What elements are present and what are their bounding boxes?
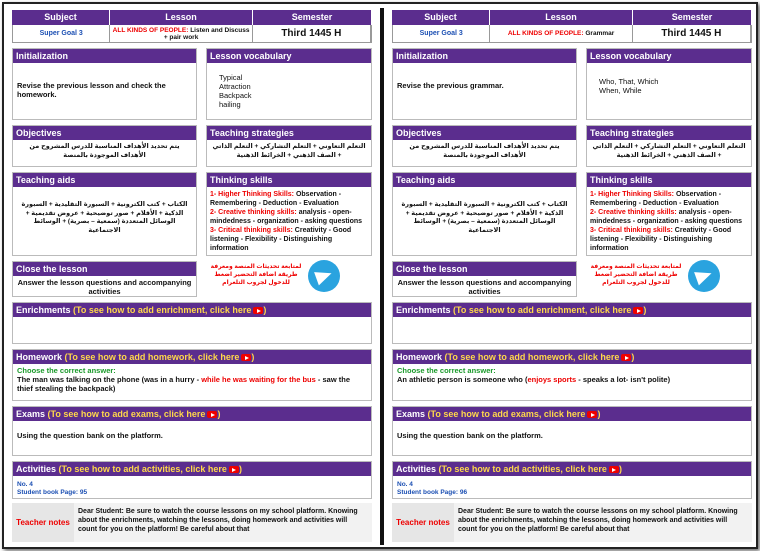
- link-paren: ): [618, 464, 622, 474]
- initialization-title: Initialization: [393, 49, 576, 63]
- enrichments-label: Enrichments: [396, 305, 451, 315]
- creative-thinking-label: 2- Creative thinking skills:: [590, 209, 677, 216]
- higher-thinking-text: Observation - Remembering - Deduction - Evaluation: [590, 191, 722, 207]
- teacher-notes: [392, 503, 752, 542]
- subject-header: Subject: [392, 10, 490, 25]
- activities-link-text[interactable]: (To see how to add activities, click here: [58, 464, 227, 474]
- semester-value: Third 1445 H: [253, 25, 371, 42]
- strategies-text: التعلم التعاوني + التعلم التشاركي + التعلم الذاتي + الصف الذهني + الخرائط الذهنية: [212, 143, 366, 159]
- enrichments-title: [393, 303, 751, 317]
- critical-thinking-label: 3- Critical thinking skills:: [590, 227, 673, 234]
- activities-link-text[interactable]: (To see how to add activities, click here: [438, 464, 607, 474]
- activities-box: [12, 461, 372, 499]
- exams-title: [393, 407, 751, 421]
- lesson-plan-page-1: [12, 10, 372, 543]
- youtube-icon[interactable]: [241, 354, 251, 361]
- telegram-icon[interactable]: [308, 260, 340, 292]
- semester-header: Semester: [633, 10, 752, 25]
- homework-title: [393, 350, 751, 364]
- semester-header: Semester: [253, 10, 372, 25]
- teaching-aids-title: Teaching aids: [13, 173, 196, 187]
- telegram-text: لمتابعة تحديثات المنصة ومعرفة طريقة اضافة التحضير اضغط للدخول لجروب التلغرام: [210, 264, 302, 286]
- teacher-notes: [12, 503, 372, 542]
- lesson-value: [490, 25, 632, 42]
- semester-value: Third 1445 H: [633, 25, 751, 42]
- homework-question-end: - speaks a lot- isn't polite): [576, 375, 671, 384]
- youtube-icon[interactable]: [633, 307, 643, 314]
- exams-link-text[interactable]: (To see how to add exams, click here: [47, 409, 206, 419]
- enrichments-link[interactable]: [453, 305, 646, 315]
- thinking-skills-title: Thinking skills: [207, 173, 371, 187]
- activity-page: Student book Page: 96: [397, 489, 468, 496]
- activities-link[interactable]: [59, 464, 242, 474]
- close-lesson-text: Answer the lesson questions and accompanying activities: [17, 278, 192, 296]
- teaching-aids-text: الكتاب + كتب الكترونية + السبورة التقليدية + السبورة الذكية + الأقلام + صور توضيحية + عروض تقديمية + الوسائل المتعددة (سمعية – بصرية) + الوسائط الاجتماعية: [401, 201, 568, 234]
- youtube-icon[interactable]: [621, 354, 631, 361]
- vocabulary-list: [207, 63, 371, 109]
- exams-text: Using the question bank on the platform.: [397, 431, 543, 440]
- link-paren: ): [263, 305, 267, 315]
- critical-thinking-text: Creativity - Good listening - Flexibility - Distinguishing information: [590, 227, 732, 252]
- initialization-text: Revise the previous grammar.: [397, 81, 504, 90]
- teaching-aids-box: [12, 172, 197, 256]
- subject-value: Super Goal 3: [13, 25, 110, 42]
- objectives-text: يتم تحديد الأهداف المناسبة للدرس المشروح من الأهداف الموجودة بالمنصة: [29, 143, 180, 159]
- homework-link[interactable]: [445, 352, 635, 362]
- homework-link[interactable]: [65, 352, 255, 362]
- homework-question-start: An athletic person is someone who (: [397, 375, 528, 384]
- objectives-title: Objectives: [13, 126, 196, 140]
- critical-thinking-text: Creativity - Good listening - Flexibility - Distinguishing information: [210, 227, 352, 252]
- homework-link-text[interactable]: (To see how to add homework, click here: [64, 352, 240, 362]
- youtube-icon[interactable]: [229, 466, 239, 473]
- enrichments-label: Enrichments: [16, 305, 71, 315]
- lesson-topic: Listen and Discuss + pair work: [163, 26, 250, 41]
- initialization-box: [12, 48, 197, 120]
- link-paren: ): [251, 352, 255, 362]
- youtube-icon[interactable]: [207, 411, 217, 418]
- thinking-skills-text: [587, 187, 751, 256]
- enrichments-title: [13, 303, 371, 317]
- strategies-box: [206, 125, 372, 167]
- exams-label: Exams: [16, 409, 46, 419]
- initialization-text: Revise the previous lesson and check the homework.: [17, 81, 166, 99]
- activities-label: Activities: [16, 464, 57, 474]
- vocab-item: Who, That, Which: [599, 77, 659, 86]
- vocabulary-box: [586, 48, 752, 120]
- vocab-item: Typical: [219, 73, 243, 82]
- header-row: [392, 10, 752, 25]
- homework-label: Homework: [16, 352, 63, 362]
- activities-content: [393, 476, 751, 499]
- activities-box: [392, 461, 752, 499]
- homework-label: Homework: [396, 352, 443, 362]
- teaching-aids-text: الكتاب + كتب الكترونية + السبورة التقليدية + السبورة الذكية + الأقلام + صور توضيحية + عروض تقديمية + الوسائل المتعددة (سمعية – بصرية) + الوسائط الاجتماعية: [21, 201, 188, 234]
- initialization-title: Initialization: [13, 49, 196, 63]
- exams-box: [392, 406, 752, 456]
- homework-question-end: - saw the thief stealing the backpack): [17, 375, 350, 393]
- activities-title: [393, 462, 751, 476]
- homework-box: [392, 349, 752, 401]
- close-lesson-title: Close the lesson: [393, 262, 576, 276]
- exams-link-text[interactable]: (To see how to add exams, click here: [427, 409, 586, 419]
- activity-number: No. 4: [397, 481, 413, 488]
- lesson-topic: Grammar: [583, 30, 615, 37]
- creative-thinking-text: analysis - open-mindedness - organization - asking questions: [210, 209, 363, 225]
- teacher-notes-text: Dear Student: Be sure to watch the course lessons on my school platform. Knowing about the enrichments, watching the lessons, doing homework and activities will count for you on the platform! Be careful about that: [74, 503, 372, 542]
- thinking-skills-text: [207, 187, 371, 256]
- teacher-notes-text: Dear Student: Be sure to watch the course lessons on my school platform. Knowing about the enrichments, watching the lessons, doing homework and activities will count for you on the platform! Be careful about that: [454, 503, 752, 542]
- enrichments-box: [12, 302, 372, 344]
- exams-box: [12, 406, 372, 456]
- enrichments-link[interactable]: [73, 305, 266, 315]
- teaching-aids-box: [392, 172, 577, 256]
- vocabulary-title: Lesson vocabulary: [207, 49, 371, 63]
- link-paren: ): [597, 409, 601, 419]
- objectives-box: [392, 125, 577, 167]
- strategies-text: التعلم التعاوني + التعلم التشاركي + التعلم الذاتي + الصف الذهني + الخرائط الذهنية: [592, 143, 746, 159]
- activities-title: [13, 462, 371, 476]
- lesson-plan-page-2: [392, 10, 752, 543]
- exams-title: [13, 407, 371, 421]
- exams-label: Exams: [396, 409, 426, 419]
- telegram-caption: [588, 263, 684, 287]
- lesson-plan-sheet: [2, 2, 758, 549]
- exams-link[interactable]: [48, 409, 221, 419]
- link-paren: ): [217, 409, 221, 419]
- activity-page: Student book Page: 95: [17, 489, 88, 496]
- subject-value: Super Goal 3: [393, 25, 490, 42]
- initialization-box: [392, 48, 577, 120]
- activities-content: [13, 476, 371, 499]
- vocab-item: hailing: [219, 100, 241, 109]
- strategies-title: Teaching strategies: [587, 126, 751, 140]
- link-paren: ): [643, 305, 647, 315]
- vocab-item: Backpack: [219, 91, 252, 100]
- critical-thinking-label: 3- Critical thinking skills:: [210, 227, 293, 234]
- teacher-notes-label: Teacher notes: [16, 518, 70, 527]
- telegram-caption: [208, 263, 304, 287]
- close-lesson-box: [12, 261, 197, 297]
- homework-title: [13, 350, 371, 364]
- telegram-text: لمتابعة تحديثات المنصة ومعرفة طريقة اضافة التحضير اضغط للدخول لجروب التلغرام: [590, 264, 682, 286]
- strategies-title: Teaching strategies: [207, 126, 371, 140]
- header-row: [12, 10, 372, 25]
- strategies-box: [586, 125, 752, 167]
- vocab-item: Attraction: [219, 82, 251, 91]
- exams-text: Using the question bank on the platform.: [17, 431, 163, 440]
- page-divider: [380, 8, 384, 545]
- close-lesson-box: [392, 261, 577, 297]
- exams-link[interactable]: [428, 409, 601, 419]
- objectives-box: [12, 125, 197, 167]
- subject-header: Subject: [12, 10, 110, 25]
- objectives-text: يتم تحديد الأهداف المناسبة للدرس المشروح من الأهداف الموجودة بالمنصة: [409, 143, 560, 159]
- enrichments-link-text[interactable]: (To see how to add enrichment, click here: [73, 305, 252, 315]
- lesson-unit: ALL KINDS OF PEOPLE:: [112, 26, 189, 34]
- telegram-promo[interactable]: [688, 260, 728, 292]
- info-row: [12, 25, 372, 43]
- close-lesson-text: Answer the lesson questions and accompanying activities: [397, 278, 572, 296]
- homework-content: [393, 364, 751, 386]
- link-paren: ): [631, 352, 635, 362]
- homework-question-start: The man was talking on the phone (was in a hurry -: [17, 375, 202, 384]
- thinking-skills-box: [586, 172, 752, 256]
- youtube-icon[interactable]: [253, 307, 263, 314]
- homework-correct-answer: while he was waiting for the bus: [201, 375, 316, 384]
- thinking-skills-title: Thinking skills: [587, 173, 751, 187]
- activities-label: Activities: [396, 464, 437, 474]
- lesson-header: Lesson: [490, 10, 633, 25]
- creative-thinking-label: 2- Creative thinking skills:: [210, 209, 297, 216]
- close-lesson-title: Close the lesson: [13, 262, 196, 276]
- vocab-item: When, While: [599, 86, 642, 95]
- higher-thinking-label: 1- Higher Thinking Skills:: [590, 191, 675, 198]
- homework-question: [397, 375, 747, 384]
- telegram-icon[interactable]: [688, 260, 720, 292]
- objectives-title: Objectives: [393, 126, 576, 140]
- telegram-promo[interactable]: [308, 260, 348, 292]
- homework-correct-answer: enjoys sports: [527, 375, 577, 384]
- teacher-notes-label: Teacher notes: [396, 518, 450, 527]
- lesson-unit: ALL KINDS OF PEOPLE:: [507, 30, 584, 37]
- vocabulary-list: [587, 63, 751, 95]
- higher-thinking-label: 1- Higher Thinking Skills:: [210, 191, 295, 198]
- activities-link[interactable]: [439, 464, 622, 474]
- homework-question: [17, 375, 367, 393]
- thinking-skills-box: [206, 172, 372, 256]
- activity-number: No. 4: [17, 481, 33, 488]
- lesson-header: Lesson: [110, 10, 253, 25]
- homework-box: [12, 349, 372, 401]
- info-row: [392, 25, 752, 43]
- homework-link-text[interactable]: (To see how to add homework, click here: [444, 352, 620, 362]
- vocabulary-title: Lesson vocabulary: [587, 49, 751, 63]
- homework-content: [13, 364, 371, 395]
- enrichments-link-text[interactable]: (To see how to add enrichment, click here: [453, 305, 632, 315]
- creative-thinking-text: analysis - open-mindedness - organization - asking questions: [590, 209, 743, 225]
- youtube-icon[interactable]: [609, 466, 619, 473]
- enrichments-box: [392, 302, 752, 344]
- vocabulary-box: [206, 48, 372, 120]
- link-paren: ): [238, 464, 242, 474]
- teaching-aids-title: Teaching aids: [393, 173, 576, 187]
- youtube-icon[interactable]: [587, 411, 597, 418]
- homework-prompt: Choose the correct answer:: [17, 366, 116, 375]
- higher-thinking-text: Observation - Remembering - Deduction - Evaluation: [210, 191, 342, 207]
- lesson-value: [110, 25, 252, 42]
- homework-prompt: Choose the correct answer:: [397, 366, 496, 375]
